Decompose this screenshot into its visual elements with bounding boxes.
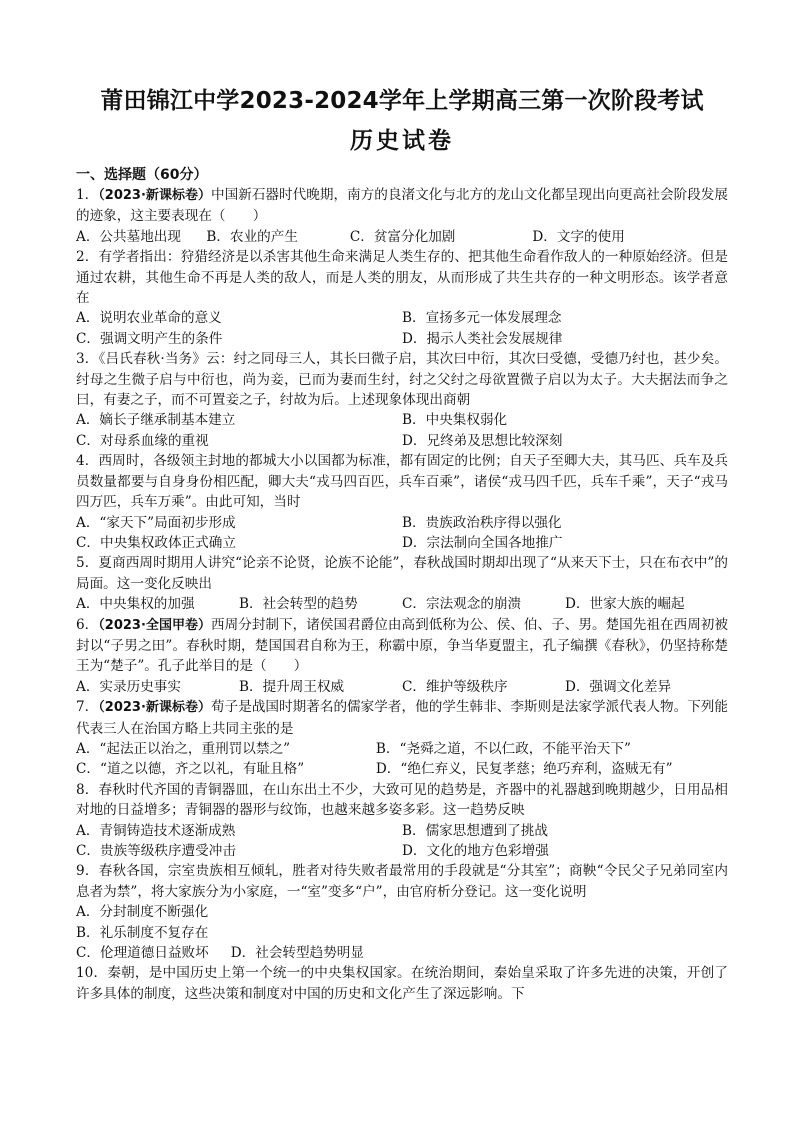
option-b: B．儒家思想遭到了挑战: [402, 822, 548, 839]
option-a: A．嫡长子继承制基本建立: [76, 412, 236, 429]
question-stem: 2．有学者指出：狩猎经济是以杀害其他生命来满足人类生存的、把其他生命看作敌人的一种原始经济。但是通过农耕，其他生命不再是人类的敌人，而是人类的朋友，从而形成了共生共存的一种文明形态。该学者意在: [76, 249, 728, 307]
options: [76, 410, 728, 451]
option-b: B．贵族政治秩序得以强化: [402, 514, 562, 531]
question-4: [76, 451, 728, 553]
question-list: [76, 185, 728, 1004]
options: [76, 677, 728, 697]
option-b: B．提升周王权威: [239, 678, 345, 695]
question-stem: 6．（2023·全国甲卷）西周分封制下，诸侯国君爵位由高到低称为公、侯、伯、子、男。楚国先祖在西周初被封以“子男之田”。春秋时期，楚国国君自称为王，称霸中原，争当华夏盟主，孔子编撰《春秋》，仍坚持称楚王为“楚子”。孔子此举目的是（ ）: [76, 616, 729, 675]
option-a: A．说明农业革命的意义: [76, 310, 222, 327]
option-a: A．实录历史事实: [76, 678, 181, 695]
option-b: B．礼乐制度不复存在: [76, 924, 209, 941]
question-7: [76, 697, 728, 780]
question-stem: 5．夏商西周时期用人讲究“论亲不论贤，论族不论能”，春秋战国时期却出现了“从来天下士，只在布衣中”的局面。这一变化反映出: [76, 555, 728, 592]
question-9: [76, 861, 728, 963]
question-10: [76, 963, 728, 1004]
option-c: C．强调文明产生的条件: [76, 330, 223, 347]
question-stem: 7．（2023·新课标卷）荀子是战国时期著名的儒家学者，他的学生韩非、李斯则是法家学派代表人物。下列能代表三人在治国方略上共同主张的是: [76, 699, 729, 737]
exam-title: 莆田锦江中学2023-2024学年上学期高三第一次阶段考试: [100, 88, 704, 114]
question-1: [76, 185, 728, 247]
options: [76, 513, 728, 554]
options: [76, 902, 728, 963]
option-d: D．宗法制向全国各地推广: [402, 534, 563, 551]
options: [76, 739, 728, 780]
option-b: B．农业的产生: [206, 228, 298, 245]
option-a: A．公共墓地出现: [76, 228, 181, 245]
option-d: D．揭示人类社会发展规律: [402, 330, 563, 347]
option-c: C．维护等级秩序: [402, 678, 508, 695]
option-d: D．世家大族的崛起: [565, 596, 685, 613]
option-b: B．社会转型的趋势: [239, 596, 358, 613]
question-6: [76, 615, 728, 698]
option-a: A．中央集权的加强: [76, 596, 195, 613]
option-c: C．“道之以德，齐之以礼，有耻且格”: [76, 761, 305, 778]
source-tag: （2023·新课标卷）: [98, 700, 211, 716]
option-a: A．“家天下”局面初步形成: [76, 514, 236, 531]
option-c: C．贵族等级秩序遭受冲击: [76, 843, 236, 859]
question-stem: 3．《吕氏春秋·当务》云：纣之同母三人，其长曰微子启，其次曰中衍，其次曰受德，受德乃纣也，甚少矣。纣母之生微子启与中衍也，尚为妾，已而为妻而生纣，纣之父纣之母欲置微子启以为太子。大夫据法而争之曰，有妻之子，而不可置妾之子，纣故为后。上述现象体现出商朝: [76, 351, 728, 409]
option-c: C．贫富分化加剧: [349, 228, 456, 245]
options: [76, 594, 728, 614]
question-stem: 8．春秋时代齐国的青铜器皿，在山东出土不少，大致可见的趋势是，齐器中的礼器越到晚期越少，日用品相对地的日益增多；青铜器的器形与纹饰，也越来越多姿多彩。这一趋势反映: [76, 781, 728, 819]
option-b: B．“尧舜之道，不以仁政，不能平治天下”: [375, 740, 631, 757]
option-a: A．“起法正以治之，重刑罚以禁之”: [76, 740, 291, 757]
options: [76, 821, 728, 862]
section-heading: 一、选择题（60分）: [76, 167, 208, 183]
option-c: C．对母系血缘的重视: [76, 432, 209, 449]
source-tag: （2023·全国甲卷）: [98, 617, 211, 633]
question-5: [76, 553, 728, 614]
question-stem: 10．秦朝，是中国历史上第一个统一的中央集权国家。在统治期间，秦始皇采取了许多先进的决策，开创了许多具体的制度，这些决策和制度对中国的历史和文化产生了深远影响。下: [76, 965, 728, 1002]
options: [76, 308, 728, 349]
question-stem: 9．春秋各国，宗室贵族相互倾轧，胜者对待失败者最常用的手段就是“分其室”；商鞅“令民父子兄弟同室内息者为禁”，将大家族分为小家庭，一“室”变多“户”，由官府析分登记。这一变化说明: [76, 863, 728, 900]
option-a: A．青铜铸造技术逐渐成熟: [76, 822, 236, 839]
option-d: D．兄终弟及思想比较深刻: [402, 432, 563, 449]
option-a: A．分封制度不断强化: [76, 904, 209, 921]
option-c: C．宗法观念的崩溃: [402, 596, 522, 613]
question-stem: 4．西周时，各级领主封地的都城大小以国都为标准，都有固定的比例；自天子至卿大夫，其马匹、兵车及兵员数量都要与自身身份相匹配，卿大夫“戎马四百匹，兵车百乘”，诸侯“戎马四千匹，兵车千乘”，天子“戎马四万匹，兵车万乘”。由此可知，当时: [76, 453, 728, 511]
option-c: C．中央集权政体正式确立: [76, 534, 236, 551]
option-c: C．伦理道德日益败坏: [76, 945, 209, 962]
question-8: [76, 780, 728, 862]
option-d: D．强调文化差异: [565, 678, 672, 695]
option-b: B．中央集权弱化: [402, 412, 508, 429]
exam-subject: 历史试卷: [350, 128, 454, 154]
option-d: D．文字的使用: [532, 228, 625, 245]
option-d: D．社会转型趋势明显: [230, 945, 364, 962]
question-2: [76, 247, 728, 349]
question-stem: 1．（2023·新课标卷）中国新石器时代晚期，南方的良渚文化与北方的龙山文化都呈现出向更高社会阶段发展的迹象，这主要表现在（ ）: [76, 187, 729, 225]
options: [76, 227, 728, 247]
option-b: B．宣扬多元一体发展理念: [402, 310, 562, 327]
source-tag: （2023·新课标卷）: [98, 188, 211, 203]
question-3: [76, 349, 728, 451]
option-d: D．文化的地方色彩增强: [402, 843, 549, 859]
option-d: D．“绝仁弃义，民复孝慈；绝巧弃利，盗贼无有”: [375, 761, 673, 778]
